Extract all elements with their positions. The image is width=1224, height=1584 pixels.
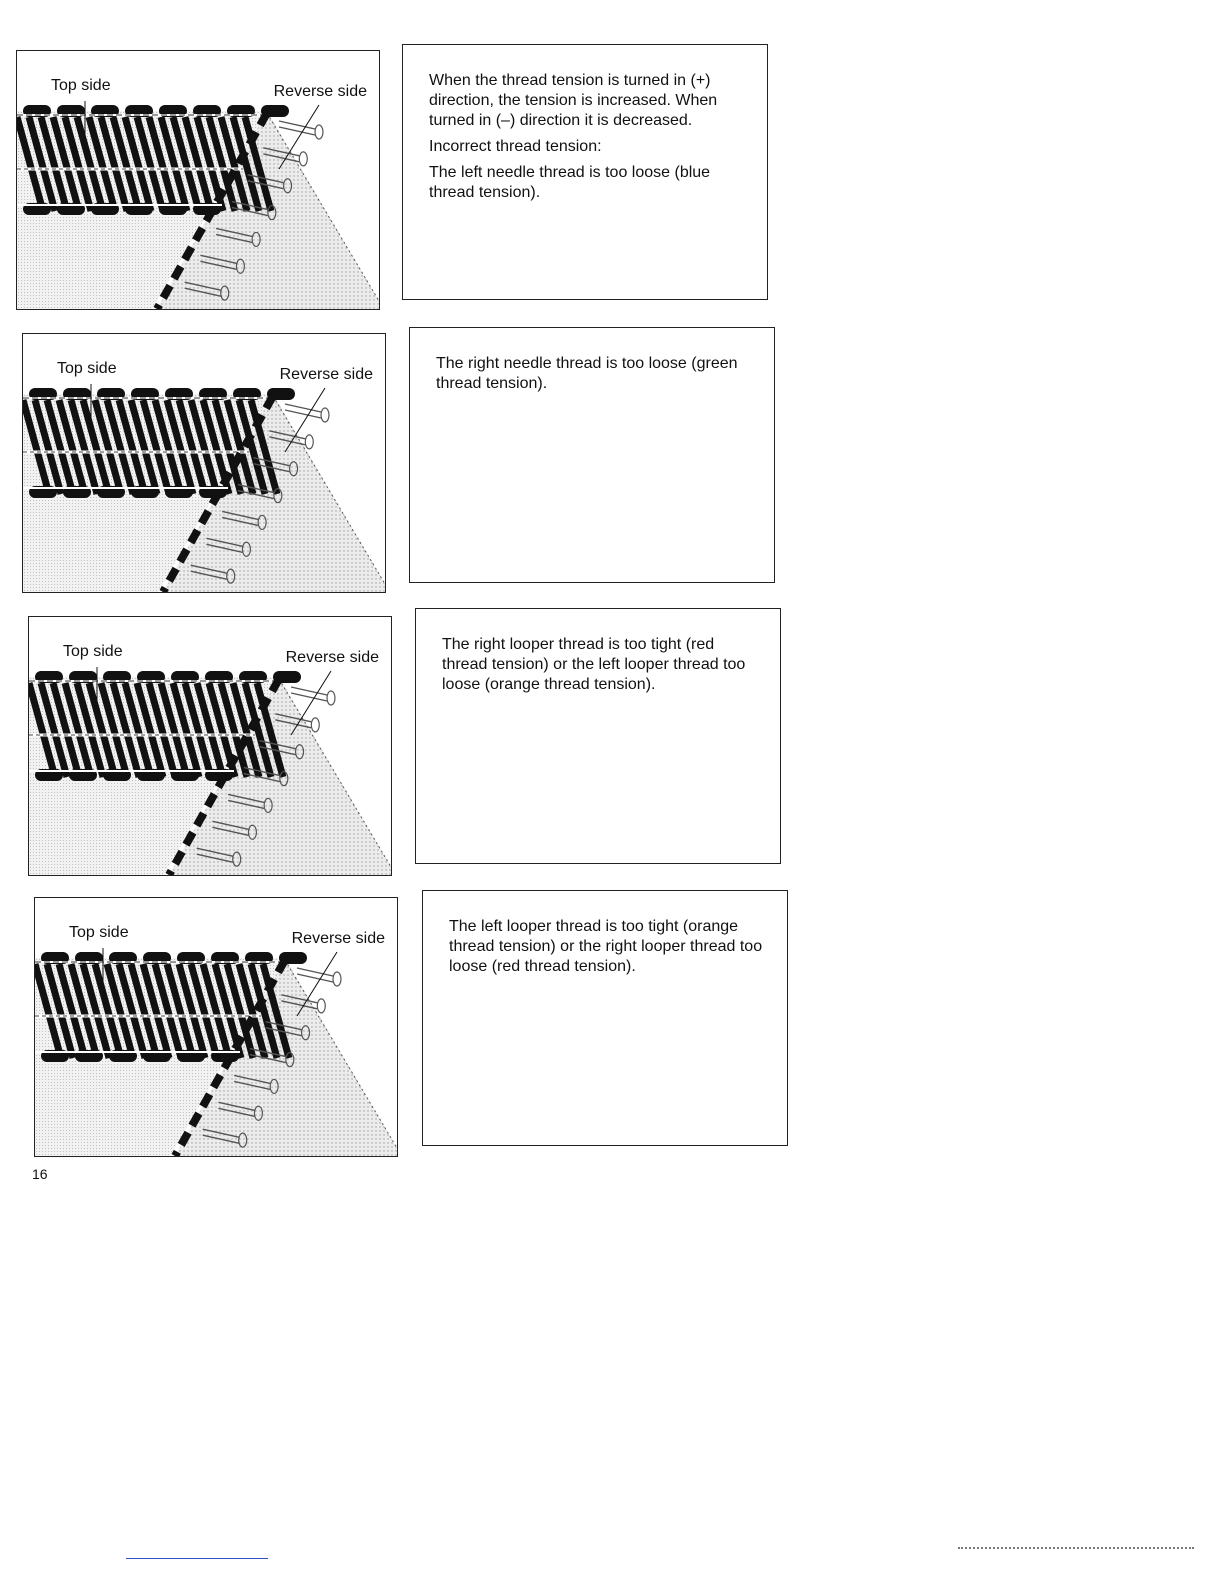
- reverse-side-label: Reverse side: [279, 366, 373, 383]
- description-box-1: [402, 44, 768, 300]
- top-side-label: Top side: [69, 924, 129, 941]
- description-paragraph: Incorrect thread tension:: [429, 138, 602, 155]
- top-side-label: Top side: [51, 77, 111, 94]
- description-box-2: [409, 327, 775, 583]
- description-paragraph: The right needle thread is too loose (green thread tension).: [436, 355, 738, 392]
- description-box-4: [422, 890, 788, 1146]
- description-box-3: [415, 608, 781, 864]
- description-text: [436, 354, 754, 400]
- reverse-side-label: Reverse side: [273, 83, 367, 100]
- reverse-side-label: Reverse side: [291, 930, 385, 947]
- description-paragraph: The left needle thread is too loose (blue thread tension).: [429, 164, 711, 201]
- stitch-illustration-4: [34, 897, 398, 1157]
- description-paragraph: The right looper thread is too tight (red thread tension) or the left looper thread too loose (orange thread tension).: [442, 636, 746, 693]
- stitch-illustration-3: [28, 616, 392, 876]
- stitch-illustration-2: [22, 333, 386, 593]
- page-number: 16: [32, 1166, 48, 1182]
- top-side-label: Top side: [57, 360, 117, 377]
- footer-rule-right: [958, 1547, 1194, 1549]
- description-text: [442, 635, 760, 701]
- top-side-label: Top side: [63, 643, 123, 660]
- description-paragraph: The left looper thread is too tight (orange thread tension) or the right looper thread too loose (red thread tension).: [449, 918, 763, 975]
- footer-rule-left: [126, 1558, 268, 1559]
- stitch-illustration-1: [16, 50, 380, 310]
- description-paragraph: When the thread tension is turned in (+) direction, the tension is increased. When turned in (–) direction it is decreased.: [429, 72, 718, 129]
- reverse-side-label: Reverse side: [285, 649, 379, 666]
- description-text: [449, 917, 767, 983]
- description-text: [429, 71, 747, 209]
